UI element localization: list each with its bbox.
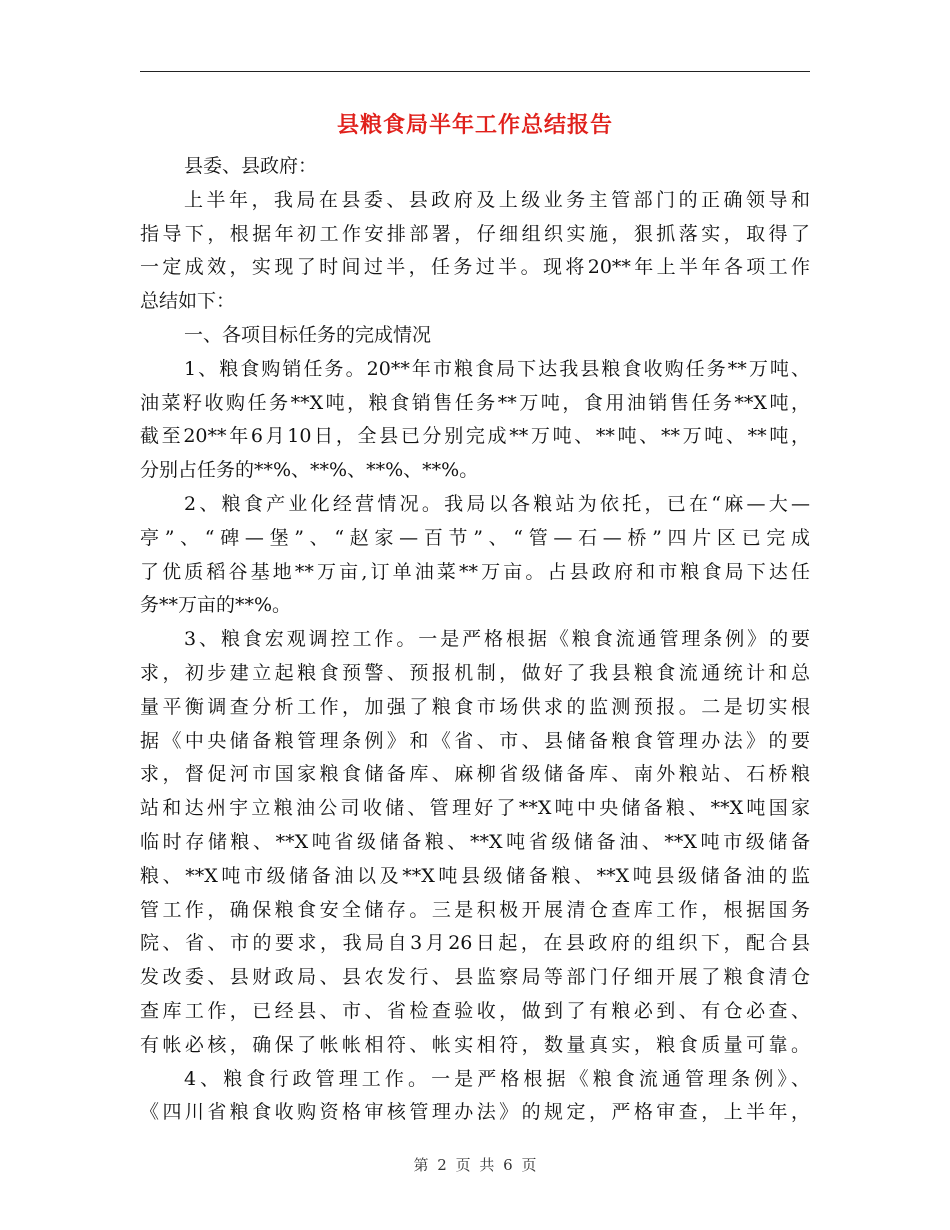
document-body	[140, 150, 810, 1130]
paragraph-line: 院、省、市的要求，我局自3月26日起，在县政府的组织下，配合县	[140, 932, 810, 955]
paragraph-line: 查库工作，已经县、市、省检查验收，做到了有粮必到、有仓必查、	[140, 999, 810, 1022]
paragraph-line: 2、粮食产业化经营情况。我局以各粮站为依托，已在“麻—大—	[184, 492, 810, 515]
paragraph-line: 分别占任务的**%、**%、**%、**%。	[140, 459, 479, 482]
paragraph-line: 有帐必核，确保了帐帐相符、帐实相符，数量真实，粮食质量可靠。	[140, 1033, 810, 1056]
paragraph-line: 求，督促河市国家粮食储备库、麻柳省级储备库、南外粮站、石桥粮	[140, 763, 810, 786]
paragraph-line: 一定成效，实现了时间过半，任务过半。现将20**年上半年各项工作	[140, 256, 810, 279]
section-heading: 一、各项目标任务的完成情况	[184, 323, 432, 346]
page-number: 第 2 页 共 6 页	[413, 1156, 537, 1174]
paragraph-line: 了优质稻谷基地**万亩,订单油菜**万亩。占县政府和市粮食局下达任	[140, 560, 810, 583]
paragraph-line: 上半年，我局在县委、县政府及上级业务主管部门的正确领导和	[184, 188, 810, 211]
paragraph-line: 据《中央储备粮管理条例》和《省、市、县储备粮食管理办法》的要	[140, 729, 810, 752]
paragraph-line: 管工作，确保粮食安全储存。三是积极开展清仓查库工作，根据国务	[140, 898, 810, 921]
paragraph-line: 《四川省粮食收购资格审核管理办法》的规定，严格审查，上半年，	[140, 1101, 810, 1124]
header-rule	[140, 71, 810, 72]
salutation: 县委、县政府：	[184, 155, 318, 177]
paragraph-line: 截至20**年6月10日，全县已分别完成**万吨、**吨、**万吨、**吨，	[140, 425, 810, 448]
paragraph-line: 粮、**X吨市级储备油以及**X吨县级储备粮、**X吨县级储备油的监	[140, 864, 810, 887]
paragraph-line: 1、粮食购销任务。20**年市粮食局下达我县粮食收购任务**万吨、	[184, 357, 810, 380]
paragraph-line: 临时存储粮、**X吨省级储备粮、**X吨省级储备油、**X吨市级储备	[140, 830, 810, 853]
paragraph-line: 3、粮食宏观调控工作。一是严格根据《粮食流通管理条例》的要	[184, 628, 810, 651]
paragraph-line: 油菜籽收购任务**X吨，粮食销售任务**万吨，食用油销售任务**X吨，	[140, 391, 810, 414]
paragraph-line: 求，初步建立起粮食预警、预报机制，做好了我县粮食流通统计和总	[140, 661, 810, 684]
paragraph-line: 务**万亩的**%。	[140, 594, 292, 617]
paragraph-line: 4、粮食行政管理工作。一是严格根据《粮食流通管理条例》、	[184, 1067, 810, 1090]
paragraph-line: 发改委、县财政局、县农发行、县监察局等部门仔细开展了粮食清仓	[140, 966, 810, 989]
paragraph-line: 指导下，根据年初工作安排部署，仔细组织实施，狠抓落实，取得了	[140, 222, 810, 245]
paragraph-line: 亭”、“碑—堡”、“赵家—百节”、“管—石—桥”四片区已完成	[140, 526, 810, 549]
document-title: 县粮食局半年工作总结报告	[336, 112, 613, 138]
paragraph-line: 量平衡调查分析工作，加强了粮食市场供求的监测预报。二是切实根	[140, 695, 810, 718]
paragraph-line: 站和达州宇立粮油公司收储、管理好了**X吨中央储备粮、**X吨国家	[140, 797, 810, 820]
paragraph-line: 总结如下：	[140, 290, 236, 313]
